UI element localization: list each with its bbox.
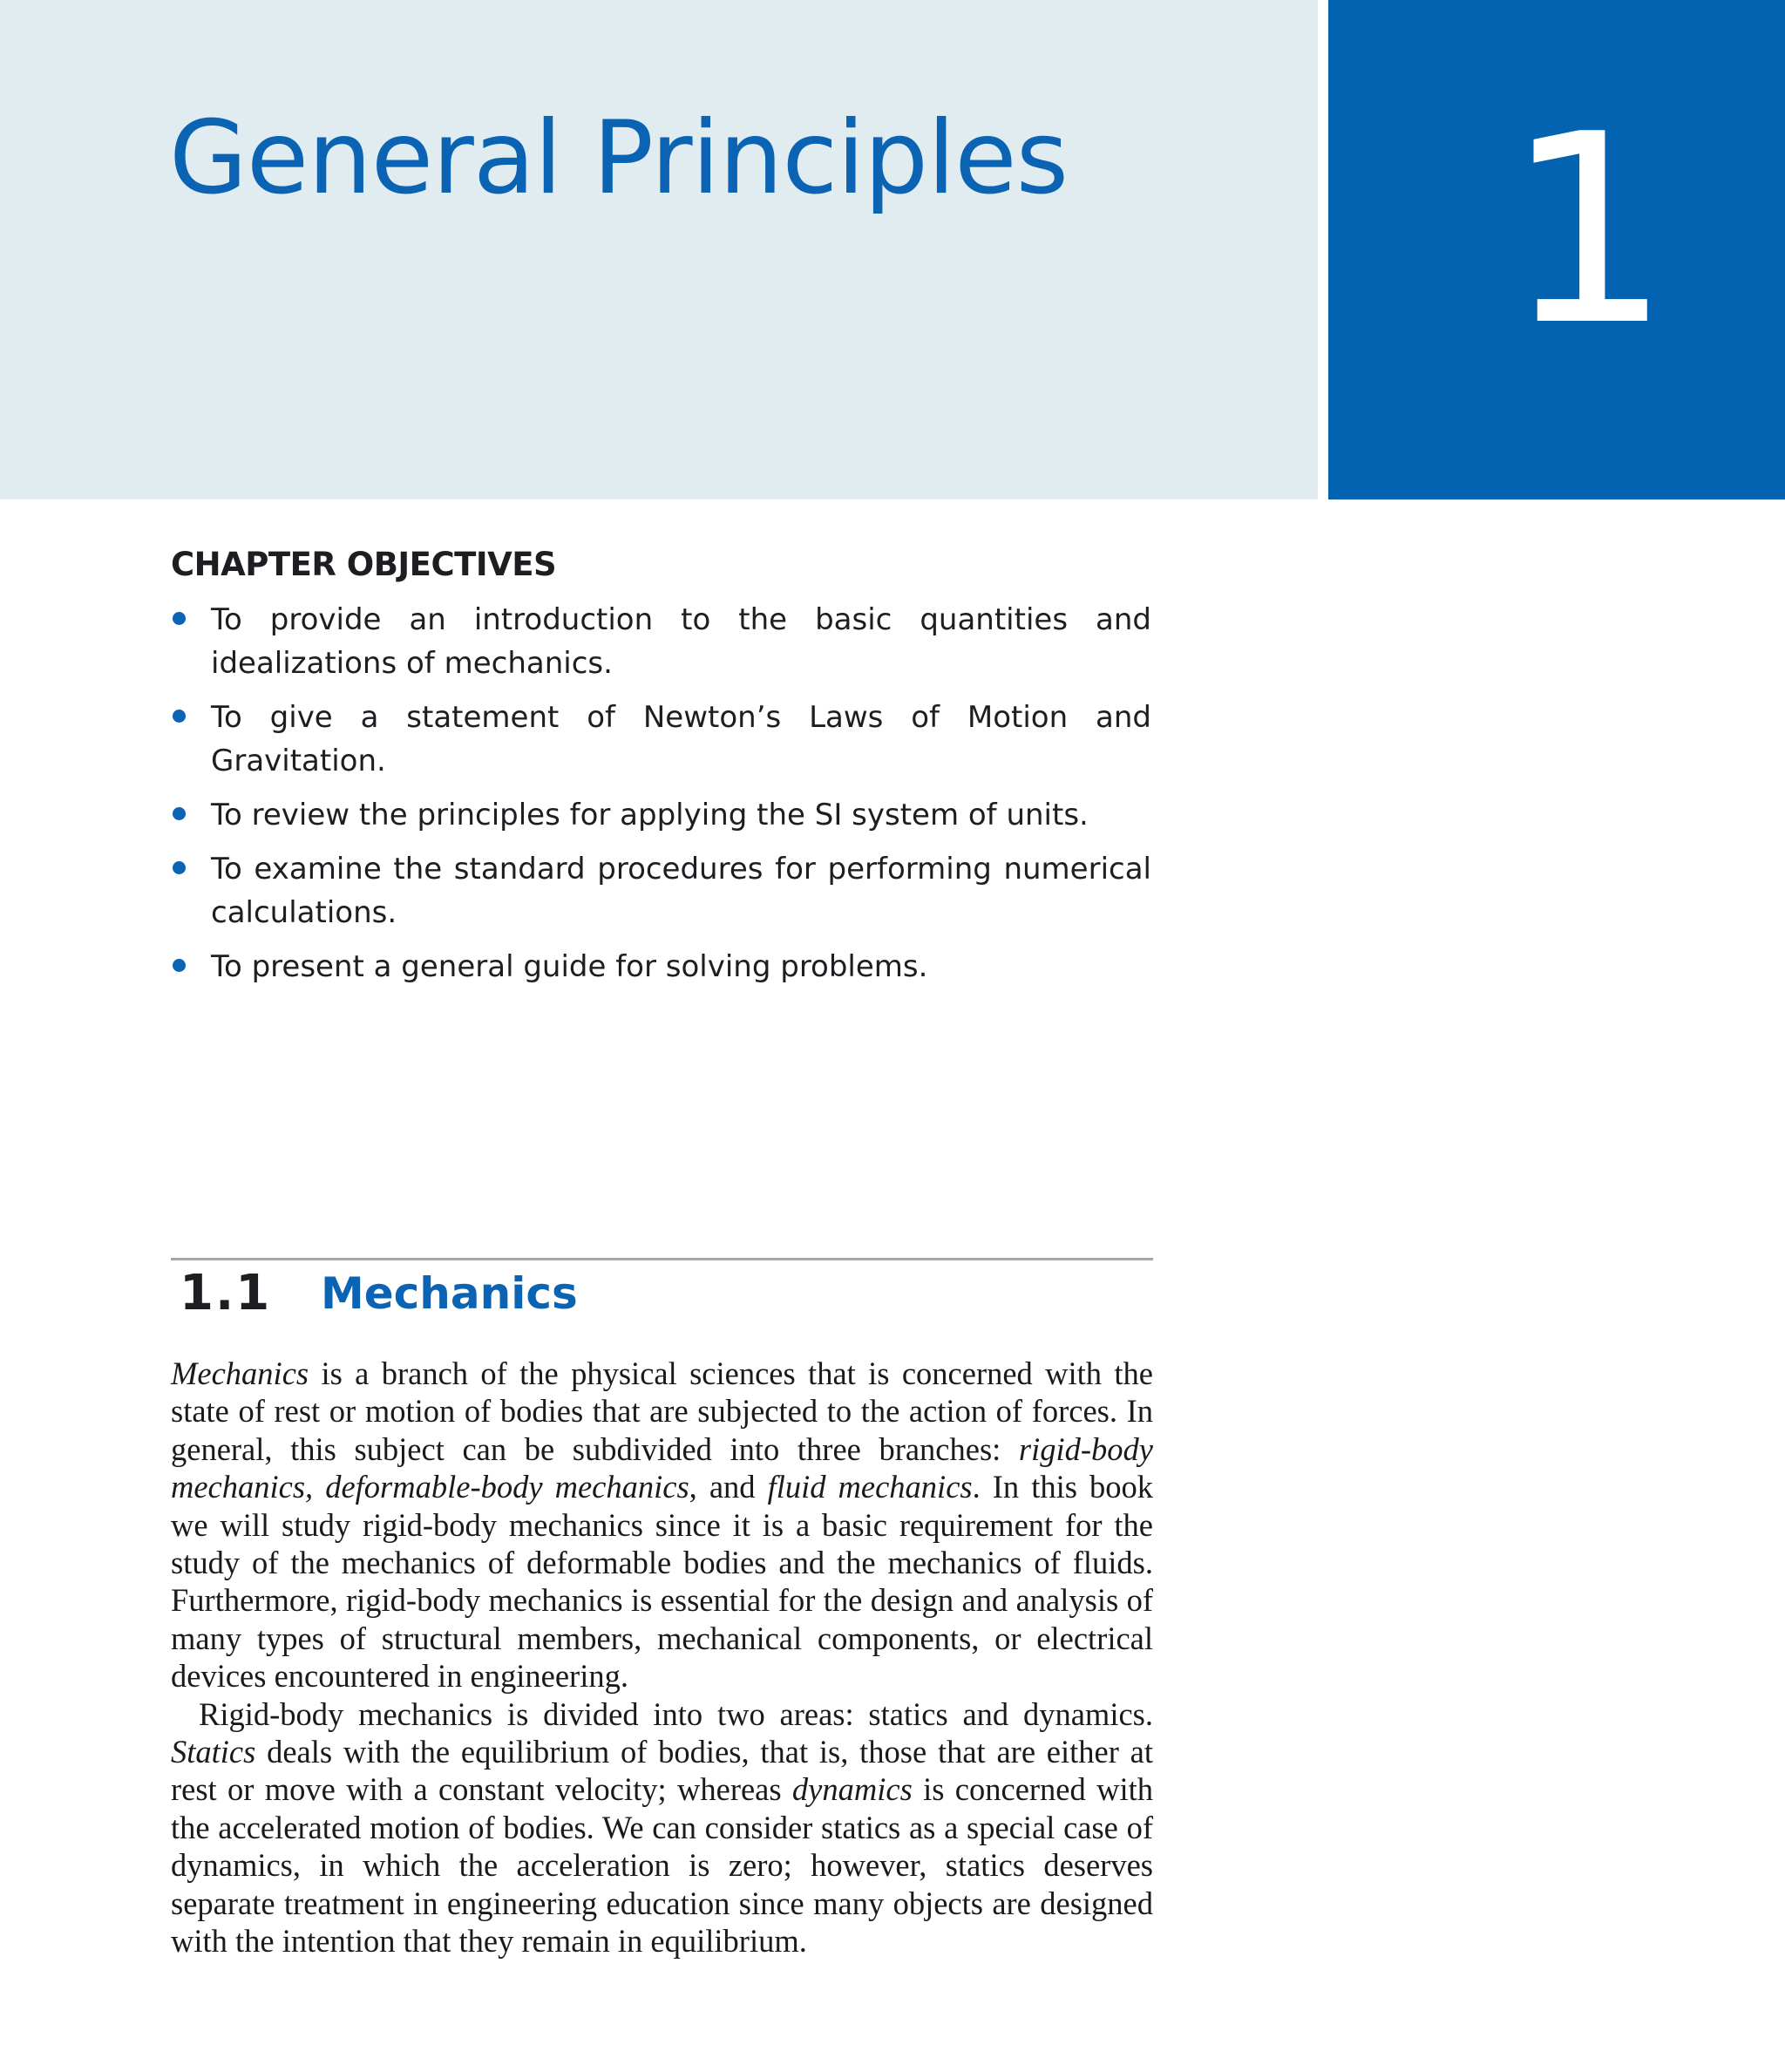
objective-item — [171, 598, 1151, 685]
section-divider — [171, 1258, 1153, 1260]
chapter-title: General Principles — [169, 99, 1069, 217]
objective-text: To provide an introduction to the basic quantities and idealizations of mechanics. — [211, 602, 1151, 681]
chapter-objectives — [171, 542, 1151, 999]
section-number: 1.1 — [180, 1265, 272, 1321]
bullet-icon — [173, 861, 186, 874]
bullet-icon — [173, 807, 186, 820]
section-heading — [180, 1261, 578, 1326]
objective-text: To review the principles for applying the SI system of units. — [211, 798, 1089, 832]
objective-item — [171, 793, 1151, 837]
term-mechanics: Mechanics — [171, 1355, 309, 1391]
objective-item — [171, 847, 1151, 934]
term-fluid-mechanics: fluid mechanics — [767, 1469, 973, 1505]
section-body — [171, 1355, 1153, 1960]
chapter-number: 1 — [1504, 78, 1672, 383]
objective-list — [171, 598, 1151, 988]
section-title: Mechanics — [321, 1268, 578, 1319]
bullet-icon — [173, 612, 186, 625]
objective-item — [171, 696, 1151, 783]
objective-item — [171, 945, 1151, 988]
term-rigid-deformable: rigid-body mechanics, deformable-body mechanics — [171, 1430, 1153, 1505]
body-paragraph-2: Rigid-body mechanics is divided into two areas: statics and dynamics. Statics deals with the equilibrium of bodies, that is, those that are either at rest or move with a constant velocity; whereas dynamics is concerned with the accelerated motion of bodies. We can consider statics as a special case of dynamics, in which the acceleration is zero; however, statics deserves separate treatment in engineering education since many objects are designed with the intention that they remain in equilibrium. — [171, 1695, 1153, 1960]
body-paragraph-1: Mechanics is a branch of the physical sciences that is concerned with the state of rest or motion of bodies that are subjected to the action of forces. In general, this subject can be subdivided into three branches: rigid-body mechanics, deformable-body mechanics, and fluid mechanics. In this book we will study rigid-body mechanics since it is a basic requirement for the study of the mechanics of deformable bodies and the mechanics of fluids. Furthermore, rigid-body mechanics is essential for the design and analysis of many types of structural members, mechanical components, or electrical devices encountered in engineering. — [171, 1355, 1153, 1695]
chapter-header-band — [0, 0, 1318, 499]
objective-text: To examine the standard procedures for performing numerical calculations. — [211, 852, 1151, 930]
chapter-number-box — [1328, 0, 1785, 499]
objective-text: To present a general guide for solving problems. — [211, 949, 928, 984]
objectives-heading: CHAPTER OBJECTIVES — [171, 546, 557, 583]
objective-text: To give a statement of Newton’s Laws of Motion and Gravitation. — [211, 700, 1151, 778]
bullet-icon — [173, 959, 186, 972]
term-statics: Statics — [171, 1734, 256, 1770]
term-dynamics: dynamics — [791, 1771, 913, 1808]
bullet-icon — [173, 710, 186, 723]
